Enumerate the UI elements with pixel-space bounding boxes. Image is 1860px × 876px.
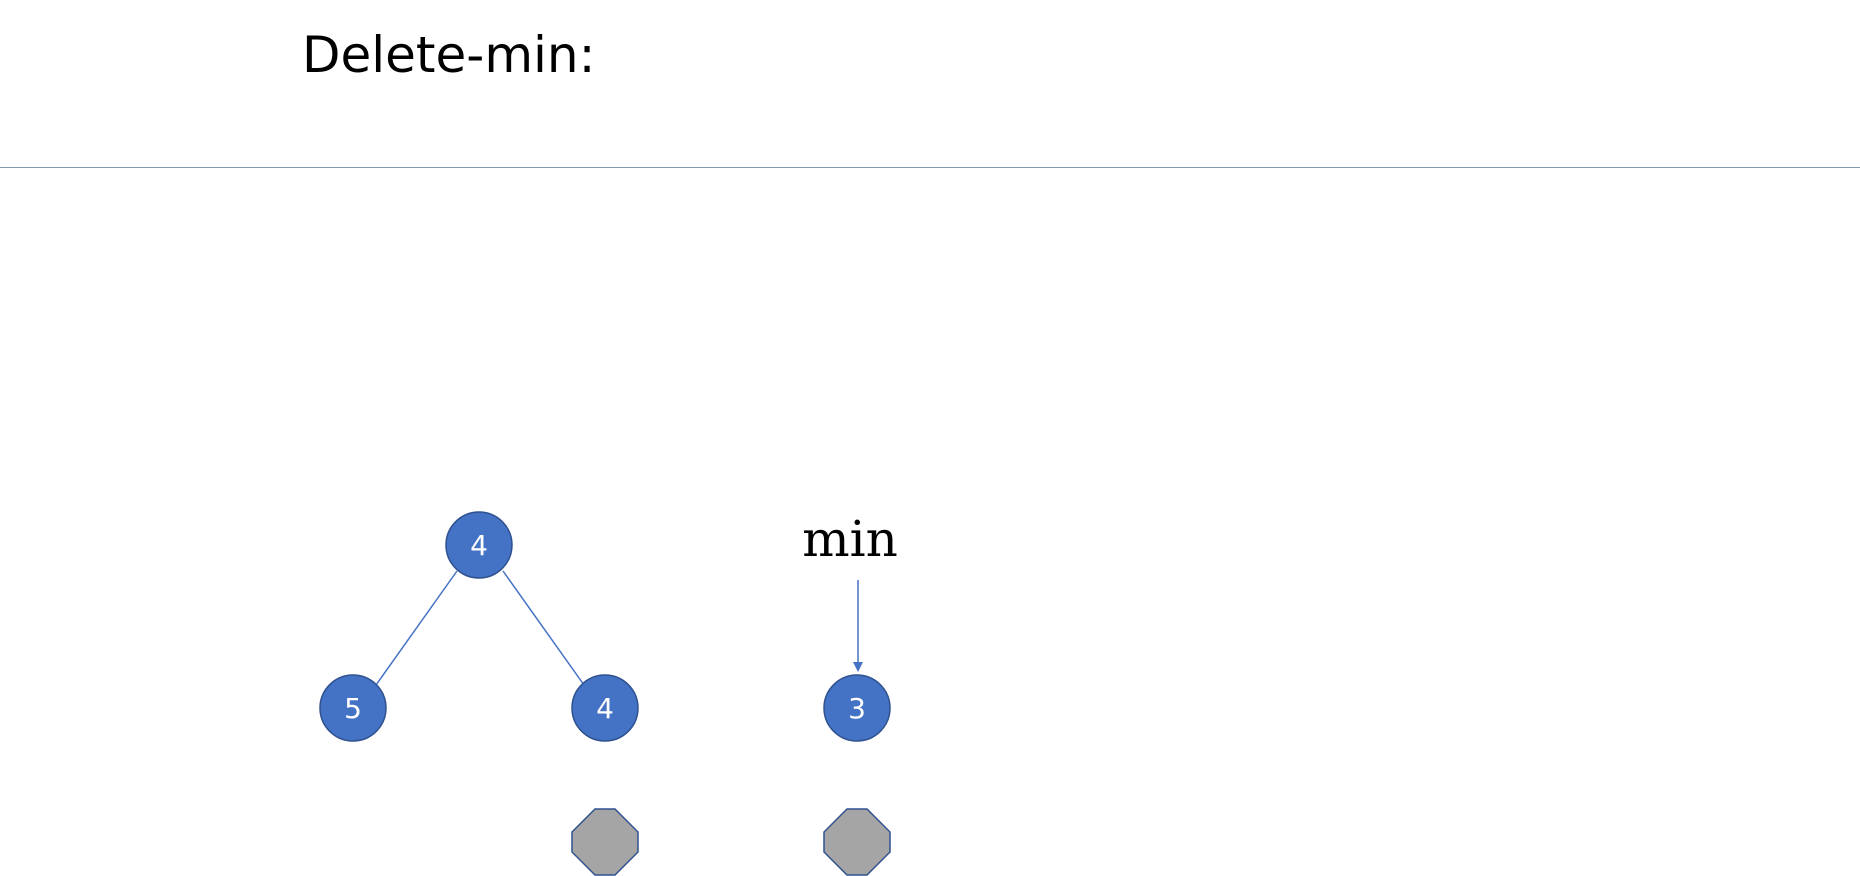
null-marker-under-right-child [572, 809, 638, 875]
edge-root-to-left-child [376, 571, 457, 685]
node-value: 4 [470, 529, 488, 562]
tree-right-child-node [572, 675, 638, 741]
null-marker-under-single-node [824, 809, 890, 875]
tree-root-node [446, 512, 512, 578]
single-tree-node [824, 675, 890, 741]
node-value: 3 [848, 692, 866, 725]
tree-left-child-node [320, 675, 386, 741]
slide-title: Delete-min: [302, 26, 596, 84]
node-value: 4 [596, 692, 614, 725]
min-pointer-label: min [802, 510, 898, 568]
edge-root-to-right-child [503, 571, 584, 685]
node-value: 5 [344, 692, 362, 725]
